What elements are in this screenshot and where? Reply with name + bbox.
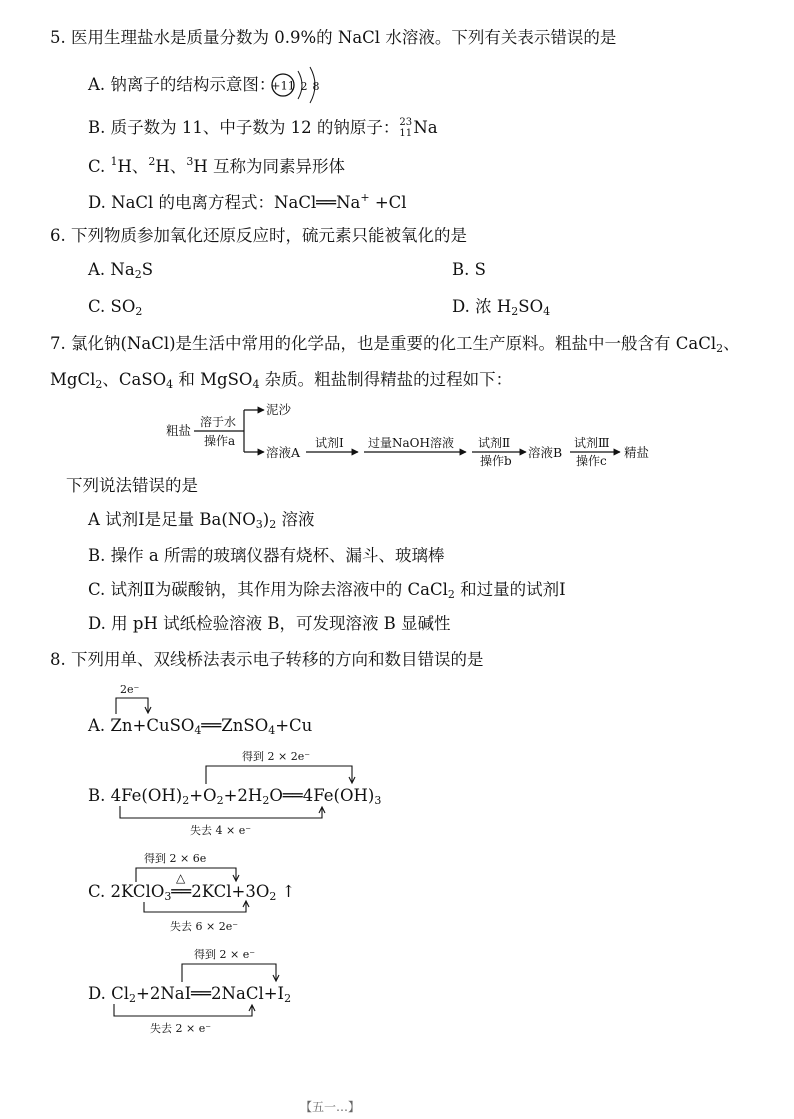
q8-b-p4: O (269, 786, 283, 805)
q6-d-text: D. 浓 H (452, 297, 512, 316)
shell-2-electrons: 8 (312, 80, 320, 93)
q6-a-text: A. Na (88, 260, 135, 279)
q7-l1-end: 、 (723, 334, 740, 353)
q8-a-left: Zn+CuSO (110, 716, 195, 735)
q8-option-d (88, 982, 291, 1011)
q7-l2-b: 、CaSO (102, 370, 167, 389)
q8-b-s1: 2 (182, 794, 190, 807)
q8-a-electrons: 2e⁻ (120, 683, 140, 696)
flow-op-c: 操作c (576, 454, 607, 468)
q6-a-end: S (141, 260, 153, 279)
q7-option-b (88, 544, 444, 568)
q8-stem-text: 8. 下列用单、双线桥法表示电子转移的方向和数目错误的是 (50, 650, 484, 669)
h3-symbol: H (193, 157, 208, 176)
q7-b-text: B. 操作 a 所需的玻璃仪器有烧杯、漏斗、玻璃棒 (88, 546, 445, 565)
q7-c-end: 和过量的试剂Ⅰ (454, 580, 566, 599)
flow-op-b: 操作b (480, 454, 512, 468)
q7-option-a (88, 508, 314, 537)
q5-d-left: D. NaCl 的电离方程式：NaCl (88, 193, 317, 212)
q7-option-d (88, 612, 451, 636)
q5-c-suffix: 互称为同素异形体 (207, 157, 345, 176)
q6-d-sub1: 2 (511, 305, 519, 318)
q7-a-pre: A 试剂Ⅰ是足量 Ba(NO (88, 510, 256, 529)
purification-flowchart (160, 398, 680, 470)
gas-arrow-icon: ↑ (281, 882, 296, 901)
q6-option-d (452, 295, 550, 324)
q5-option-d (88, 186, 407, 215)
q8-d-p3: 2NaCl+I (211, 984, 285, 1003)
h2-symbol: H (155, 157, 170, 176)
q8-a-s1: 4 (194, 724, 202, 737)
q8-b-p3: +2H (223, 786, 263, 805)
q8-c-s2: 2 (269, 890, 277, 903)
q8-option-a (88, 714, 312, 743)
h2-mass: 2 (148, 155, 156, 168)
q7-l2-s3: 4 (252, 378, 260, 391)
q7-a-post: ) (262, 510, 270, 529)
q8-b-p5: 4Fe(OH) (302, 786, 375, 805)
q8-d-s3: 2 (284, 992, 292, 1005)
q8-d-eq: ══ (191, 984, 212, 1003)
q8-a-s2: 4 (268, 724, 276, 737)
q6-d-mid: SO (518, 297, 544, 316)
q8-b-s2: 2 (216, 794, 224, 807)
q8-b-p2: +O (189, 786, 217, 805)
q8-a-bridge (108, 680, 198, 714)
q8-a-eq: ══ (201, 716, 222, 735)
nuclide-indices (399, 116, 413, 139)
shell-1-electrons: 2 (300, 80, 308, 93)
q7-a-end: 溶液 (276, 510, 315, 529)
q7-l2-a: MgCl (50, 370, 96, 389)
q8-d-gain: 得到 2 × e⁻ (194, 948, 256, 961)
q6-b-text: B. S (452, 260, 486, 279)
q7-c-pre: C. 试剂Ⅱ为碳酸钠，其作用为除去溶液中的 CaCl (88, 580, 448, 599)
q8-a-end: +Cu (275, 716, 313, 735)
q5-b-text: B. 质子数为 11、中子数为 12 的钠原子： (88, 118, 400, 137)
q7-l2-s1: 2 (95, 378, 103, 391)
mass-number: 23 (399, 117, 413, 128)
q7-l2-s2: 4 (166, 378, 174, 391)
q5-stem-text: 5. 医用生理盐水是质量分数为 0.9%的 NaCl 水溶液。下列有关表示错误的是 (50, 28, 617, 47)
q8-b-eq: ══ (282, 786, 303, 805)
q5-d-right: Na (336, 193, 361, 212)
q8-stem (50, 648, 484, 672)
q8-d-label: D. (88, 984, 106, 1003)
flow-dissolve: 溶于水 (200, 415, 237, 429)
q8-option-b (88, 784, 381, 813)
flow-op-a: 操作a (204, 434, 236, 448)
q8-c-p2: 2KCl+3O (191, 882, 270, 901)
q8-option-c (88, 880, 295, 909)
q6-option-c (88, 295, 142, 324)
h3-mass: 3 (186, 155, 194, 168)
q8-b-s3: 2 (262, 794, 270, 807)
q8-a-label: A. (88, 716, 106, 735)
q7-question (66, 474, 198, 498)
flow-reagent-2: 试剂Ⅱ (478, 436, 511, 450)
q5-option-c (88, 150, 345, 179)
element-symbol: Na (413, 118, 438, 137)
q5-option-a (88, 73, 275, 97)
flow-solution-a: 溶液A (266, 445, 301, 460)
q7-l1-sub: 2 (716, 342, 724, 355)
q5-option-b (88, 116, 438, 140)
flow-naoh: 过量NaOH溶液 (368, 436, 454, 450)
q8-c-label: C. (88, 882, 106, 901)
q8-c-lose: 失去 6 × 2e⁻ (170, 920, 239, 933)
q6-option-a (88, 258, 153, 287)
q8-b-gain: 得到 2 × 2e⁻ (242, 750, 311, 763)
q6-a-sub: 2 (134, 268, 142, 281)
q8-b-label: B. (88, 786, 106, 805)
q8-b-p1: 4Fe(OH) (110, 786, 183, 805)
q7-a-sub: 3 (255, 518, 263, 531)
flow-reagent-1: 试剂Ⅰ (315, 436, 344, 450)
q7-d-text: D. 用 pH 试纸检验溶液 B，可发现溶液 B 显碱性 (88, 614, 451, 633)
q8-c-p1: 2KClO (110, 882, 165, 901)
q6-c-sub: 2 (135, 305, 143, 318)
q6-d-sub2: 4 (543, 305, 551, 318)
q5-c-prefix: C. (88, 157, 111, 176)
q8-d-p2: +2NaI (136, 984, 192, 1003)
q6-stem (50, 224, 467, 248)
q6-c-text: C. SO (88, 297, 136, 316)
page-footer: 【五一…】 (300, 1100, 361, 1114)
equals-sign: ══ (316, 193, 337, 212)
q5-d-end: +Cl (369, 193, 407, 212)
q7-stem-line2 (50, 368, 512, 397)
sodium-charge: + (360, 191, 370, 204)
sep-2: 、 (169, 157, 187, 176)
q8-d-lose: 失去 2 × e⁻ (150, 1022, 212, 1035)
q6-stem-text: 6. 下列物质参加氧化还原反应时，硫元素只能被氧化的是 (50, 226, 467, 245)
q8-b-s5: 3 (374, 794, 382, 807)
q7-option-c (88, 578, 566, 607)
q6-option-b (452, 258, 486, 282)
q8-c-gain: 得到 2 × 6e (144, 852, 207, 865)
flow-crude-salt: 粗盐 (166, 423, 192, 438)
flow-sediment: 泥沙 (266, 402, 292, 417)
q7-l2-c: 和 MgSO (173, 370, 253, 389)
flow-reagent-3: 试剂Ⅲ (574, 436, 610, 450)
q8-a-right: ZnSO (221, 716, 269, 735)
q7-question-text: 下列说法错误的是 (66, 476, 198, 495)
q7-l1-a: 7. 氯化钠(NaCl)是生活中常用的化学品，也是重要的化工生产原料。粗盐中一般含有 CaCl (50, 334, 717, 353)
q8-d-s1: 2 (129, 992, 137, 1005)
q8-b-lose: 失去 4 × e⁻ (190, 824, 252, 837)
sodium-ion-structure-diagram (270, 62, 330, 108)
h1-symbol: H (117, 157, 132, 176)
q8-d-p1: Cl (111, 984, 130, 1003)
atomic-number: 11 (399, 128, 413, 139)
sep-1: 、 (131, 157, 149, 176)
q8-c-eq: ══ (171, 882, 192, 901)
q8-c-delta: △ (176, 871, 186, 885)
q8-c-s1: 3 (164, 890, 172, 903)
q5-a-label: A. 钠离子的结构示意图： (88, 75, 276, 94)
q7-l2-d: 杂质。粗盐制得精盐的过程如下： (259, 370, 513, 389)
q7-c-sub: 2 (447, 588, 455, 601)
h1-mass: 1 (110, 155, 118, 168)
flow-fine-salt: 精盐 (624, 445, 650, 460)
q5-stem (50, 26, 616, 50)
q7-a-sub2: 2 (269, 518, 277, 531)
nucleus-charge: +11 (270, 78, 296, 93)
q7-stem-line1 (50, 332, 740, 361)
flow-solution-b: 溶液B (528, 445, 563, 460)
